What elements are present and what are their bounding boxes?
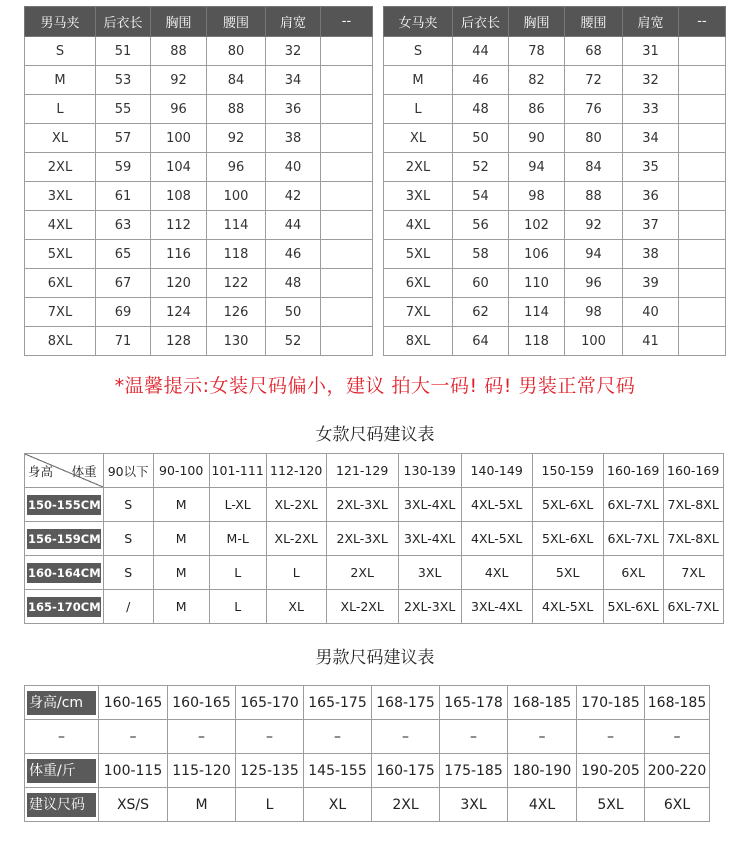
table-cell: 76 <box>565 95 623 124</box>
table-cell: 2XL <box>25 153 96 182</box>
size-cell: L <box>266 556 326 590</box>
table-cell: 50 <box>453 124 509 153</box>
table-row <box>25 720 710 754</box>
size-cell: M <box>153 522 209 556</box>
table-cell: 55 <box>96 95 151 124</box>
table-cell: 3XL <box>25 182 96 211</box>
table-cell <box>321 211 373 240</box>
table-cell: 98 <box>509 182 565 211</box>
row-label-cell: – <box>25 720 99 754</box>
size-cell: L <box>209 556 266 590</box>
table-cell: 40 <box>266 153 321 182</box>
table-cell: 41 <box>623 327 679 356</box>
table-cell: 5XL <box>25 240 96 269</box>
table-row <box>384 37 726 66</box>
table-cell <box>321 269 373 298</box>
table-cell <box>679 327 726 356</box>
column-header: 后衣长 <box>453 7 509 37</box>
height-range-label: 165-170CM <box>27 597 101 617</box>
value-cell: – <box>508 720 577 754</box>
value-cell: 168-185 <box>508 686 577 720</box>
table-cell: 60 <box>453 269 509 298</box>
size-cell: L <box>209 590 266 624</box>
table-cell: 69 <box>96 298 151 327</box>
table-cell: S <box>25 37 96 66</box>
value-cell: 165-175 <box>304 686 372 720</box>
table-cell: 118 <box>509 327 565 356</box>
height-range-label: 156-159CM <box>27 529 101 549</box>
table-cell: 96 <box>207 153 266 182</box>
table-row <box>25 124 373 153</box>
size-cell: 4XL-5XL <box>461 522 532 556</box>
table-cell: 52 <box>266 327 321 356</box>
table-cell: 6XL <box>25 269 96 298</box>
table-cell: 62 <box>453 298 509 327</box>
table-row <box>384 182 726 211</box>
value-cell: – <box>168 720 236 754</box>
table-cell: 110 <box>509 269 565 298</box>
table-cell: 4XL <box>25 211 96 240</box>
table-cell <box>321 298 373 327</box>
size-cell: S <box>103 488 153 522</box>
table-row <box>25 590 724 624</box>
table-cell: M <box>25 66 96 95</box>
value-cell: – <box>372 720 440 754</box>
size-cell: XL <box>266 590 326 624</box>
value-cell: 100-115 <box>99 754 168 788</box>
value-cell: 190-205 <box>577 754 645 788</box>
weight-range-header: 90以下 <box>103 454 153 488</box>
table-cell: 32 <box>623 66 679 95</box>
table-cell: 59 <box>96 153 151 182</box>
weight-range-header: 130-139 <box>398 454 461 488</box>
table-cell: 124 <box>151 298 207 327</box>
table-cell: 84 <box>207 66 266 95</box>
table-cell: 44 <box>266 211 321 240</box>
table-cell: 42 <box>266 182 321 211</box>
value-cell: 175-185 <box>440 754 508 788</box>
table-cell: XL <box>384 124 453 153</box>
table-row <box>25 488 724 522</box>
table-cell: 92 <box>151 66 207 95</box>
table-row <box>384 240 726 269</box>
table-row <box>25 686 710 720</box>
table-cell <box>321 182 373 211</box>
table-cell <box>679 298 726 327</box>
table-row <box>384 95 726 124</box>
size-cell: M-L <box>209 522 266 556</box>
table-row <box>384 269 726 298</box>
table-cell: 50 <box>266 298 321 327</box>
table-cell: 106 <box>509 240 565 269</box>
table-cell: 100 <box>207 182 266 211</box>
table-row <box>384 66 726 95</box>
table-cell: 118 <box>207 240 266 269</box>
table-cell <box>321 240 373 269</box>
table-cell <box>321 66 373 95</box>
size-cell: S <box>103 556 153 590</box>
table-cell <box>679 211 726 240</box>
value-cell: 2XL <box>372 788 440 822</box>
table-cell: 39 <box>623 269 679 298</box>
corner-cell <box>25 454 104 488</box>
table-cell: 78 <box>509 37 565 66</box>
table-row <box>25 153 373 182</box>
size-cell: 2XL-3XL <box>398 590 461 624</box>
weight-range-header: 90-100 <box>153 454 209 488</box>
table-row <box>384 211 726 240</box>
table-cell <box>321 37 373 66</box>
value-cell: 145-155 <box>304 754 372 788</box>
table-cell <box>679 269 726 298</box>
table-cell: 126 <box>207 298 266 327</box>
height-range-cell <box>25 522 104 556</box>
weight-range-header: 101-111 <box>209 454 266 488</box>
table-cell: 8XL <box>384 327 453 356</box>
size-cell: M <box>153 590 209 624</box>
height-range-label: 150-155CM <box>27 495 101 515</box>
table-cell: 88 <box>565 182 623 211</box>
table-cell: 48 <box>266 269 321 298</box>
value-cell: XS/S <box>99 788 168 822</box>
table-cell <box>679 153 726 182</box>
table-cell <box>679 66 726 95</box>
value-cell: – <box>99 720 168 754</box>
table-cell: L <box>384 95 453 124</box>
table-row <box>384 124 726 153</box>
table-cell: 31 <box>623 37 679 66</box>
size-cell: 6XL-7XL <box>603 488 663 522</box>
table-header-row <box>25 7 373 37</box>
size-cell: S <box>103 522 153 556</box>
value-cell: 5XL <box>577 788 645 822</box>
table-cell: 38 <box>623 240 679 269</box>
value-cell: 165-178 <box>440 686 508 720</box>
table-cell: 108 <box>151 182 207 211</box>
size-cell: XL-2XL <box>266 522 326 556</box>
table-row <box>25 269 373 298</box>
table-cell: 64 <box>453 327 509 356</box>
table-cell <box>321 124 373 153</box>
column-header: -- <box>679 7 726 37</box>
size-cell: 5XL <box>532 556 603 590</box>
value-cell: 170-185 <box>577 686 645 720</box>
size-cell: 5XL-6XL <box>603 590 663 624</box>
value-cell: 160-165 <box>99 686 168 720</box>
table-cell: 92 <box>207 124 266 153</box>
size-cell: 3XL-4XL <box>398 522 461 556</box>
height-range-cell <box>25 556 104 590</box>
value-cell: 6XL <box>645 788 710 822</box>
size-cell: 6XL-7XL <box>663 590 723 624</box>
table-cell: 86 <box>509 95 565 124</box>
table-cell: 37 <box>623 211 679 240</box>
table-row <box>25 37 373 66</box>
table-header-row <box>384 7 726 37</box>
table-row <box>25 66 373 95</box>
weight-range-header: 160-169 <box>603 454 663 488</box>
table-cell <box>321 327 373 356</box>
table-cell: 112 <box>151 211 207 240</box>
table-cell: 128 <box>151 327 207 356</box>
table-cell: 6XL <box>384 269 453 298</box>
table-cell: 46 <box>266 240 321 269</box>
table-cell: 7XL <box>384 298 453 327</box>
size-notice: *温馨提示:女装尺码偏小，建议 拍大一码! 码! 男装正常尺码 <box>114 375 636 397</box>
table-row <box>25 522 724 556</box>
table-cell: 34 <box>266 66 321 95</box>
size-cell: 7XL-8XL <box>663 488 723 522</box>
value-cell: XL <box>304 788 372 822</box>
column-header: -- <box>321 7 373 37</box>
table-row <box>25 95 373 124</box>
column-header: 胸围 <box>151 7 207 37</box>
size-cell: XL-2XL <box>326 590 398 624</box>
column-header: 后衣长 <box>96 7 151 37</box>
table-cell: 8XL <box>25 327 96 356</box>
women-weight-header-row <box>25 454 724 488</box>
column-header: 腰围 <box>565 7 623 37</box>
value-cell: 115-120 <box>168 754 236 788</box>
value-cell: L <box>236 788 304 822</box>
table-cell: 52 <box>453 153 509 182</box>
value-cell: – <box>304 720 372 754</box>
height-range-cell <box>25 488 104 522</box>
table-cell: 48 <box>453 95 509 124</box>
value-cell: – <box>440 720 508 754</box>
men-recommend-title: 男款尺码建议表 <box>315 648 435 668</box>
height-range-cell <box>25 590 104 624</box>
value-cell: 165-170 <box>236 686 304 720</box>
table-cell: M <box>384 66 453 95</box>
table-cell: 82 <box>509 66 565 95</box>
table-row <box>25 182 373 211</box>
weight-range-header: 150-159 <box>532 454 603 488</box>
table-cell: 63 <box>96 211 151 240</box>
row-label: 身高/cm <box>27 691 96 715</box>
table-cell: 80 <box>565 124 623 153</box>
row-label: 体重/斤 <box>27 759 96 783</box>
table-cell <box>679 95 726 124</box>
table-cell: 100 <box>151 124 207 153</box>
value-cell: M <box>168 788 236 822</box>
value-cell: – <box>577 720 645 754</box>
table-cell: 88 <box>207 95 266 124</box>
size-cell: 4XL <box>461 556 532 590</box>
table-cell: 4XL <box>384 211 453 240</box>
size-cell: 5XL-6XL <box>532 522 603 556</box>
women-size-table <box>383 6 726 356</box>
table-cell: 57 <box>96 124 151 153</box>
table-cell: 120 <box>151 269 207 298</box>
size-cell: M <box>153 556 209 590</box>
table-cell: 104 <box>151 153 207 182</box>
column-header: 男马夹 <box>25 7 96 37</box>
table-cell: 53 <box>96 66 151 95</box>
weight-corner-label: 体重 <box>71 464 97 479</box>
value-cell: 125-135 <box>236 754 304 788</box>
size-cell: 6XL <box>603 556 663 590</box>
size-cell: 6XL-7XL <box>603 522 663 556</box>
table-cell: 51 <box>96 37 151 66</box>
size-cell: 2XL <box>326 556 398 590</box>
column-header: 肩宽 <box>623 7 679 37</box>
table-cell: 88 <box>151 37 207 66</box>
table-cell: 94 <box>565 240 623 269</box>
column-header: 女马夹 <box>384 7 453 37</box>
table-cell: 94 <box>509 153 565 182</box>
table-cell: 3XL <box>384 182 453 211</box>
table-row <box>25 298 373 327</box>
value-cell: – <box>645 720 710 754</box>
table-row <box>25 327 373 356</box>
table-cell: 36 <box>623 182 679 211</box>
table-cell: 54 <box>453 182 509 211</box>
table-cell: 102 <box>509 211 565 240</box>
table-cell: 98 <box>565 298 623 327</box>
table-row <box>25 211 373 240</box>
table-cell: 72 <box>565 66 623 95</box>
value-cell: 168-185 <box>645 686 710 720</box>
size-cell: 2XL-3XL <box>326 522 398 556</box>
table-cell: 56 <box>453 211 509 240</box>
table-cell <box>679 37 726 66</box>
table-cell: 67 <box>96 269 151 298</box>
table-cell: 116 <box>151 240 207 269</box>
value-cell: 160-165 <box>168 686 236 720</box>
table-cell: L <box>25 95 96 124</box>
weight-range-header: 121-129 <box>326 454 398 488</box>
row-label: 建议尺码 <box>27 793 96 817</box>
table-cell: 96 <box>151 95 207 124</box>
row-label-cell <box>25 754 99 788</box>
size-cell: 7XL-8XL <box>663 522 723 556</box>
table-cell: XL <box>25 124 96 153</box>
table-row <box>25 556 724 590</box>
table-cell: 40 <box>623 298 679 327</box>
size-cell: XL-2XL <box>266 488 326 522</box>
table-cell: S <box>384 37 453 66</box>
table-cell: 90 <box>509 124 565 153</box>
table-cell <box>679 182 726 211</box>
weight-range-header: 112-120 <box>266 454 326 488</box>
table-cell: 114 <box>509 298 565 327</box>
size-cell: 7XL <box>663 556 723 590</box>
value-cell: 160-175 <box>372 754 440 788</box>
table-cell: 2XL <box>384 153 453 182</box>
row-label-cell <box>25 686 99 720</box>
column-header: 胸围 <box>509 7 565 37</box>
table-cell: 38 <box>266 124 321 153</box>
table-cell: 46 <box>453 66 509 95</box>
weight-range-header: 140-149 <box>461 454 532 488</box>
table-cell: 34 <box>623 124 679 153</box>
column-header: 腰围 <box>207 7 266 37</box>
table-cell <box>679 240 726 269</box>
table-cell: 61 <box>96 182 151 211</box>
table-cell: 36 <box>266 95 321 124</box>
size-cell: M <box>153 488 209 522</box>
women-recommend-title: 女款尺码建议表 <box>315 425 435 445</box>
column-header: 肩宽 <box>266 7 321 37</box>
table-cell: 80 <box>207 37 266 66</box>
table-row <box>25 788 710 822</box>
size-cell: L-XL <box>209 488 266 522</box>
table-row <box>384 298 726 327</box>
size-cell: 3XL-4XL <box>398 488 461 522</box>
table-cell <box>679 124 726 153</box>
size-cell: 4XL-5XL <box>532 590 603 624</box>
table-cell: 33 <box>623 95 679 124</box>
table-cell <box>321 95 373 124</box>
table-row <box>25 240 373 269</box>
value-cell: 168-175 <box>372 686 440 720</box>
value-cell: 3XL <box>440 788 508 822</box>
table-cell: 7XL <box>25 298 96 327</box>
women-recommend-table <box>24 453 724 624</box>
table-cell: 130 <box>207 327 266 356</box>
weight-range-header: 160-169 <box>663 454 723 488</box>
table-cell: 44 <box>453 37 509 66</box>
table-cell: 122 <box>207 269 266 298</box>
table-cell: 71 <box>96 327 151 356</box>
table-row <box>25 754 710 788</box>
table-cell: 100 <box>565 327 623 356</box>
table-cell: 32 <box>266 37 321 66</box>
height-range-label: 160-164CM <box>27 563 101 583</box>
men-recommend-table <box>24 685 710 822</box>
size-cell: 3XL <box>398 556 461 590</box>
value-cell: 180-190 <box>508 754 577 788</box>
table-cell <box>321 153 373 182</box>
table-cell: 68 <box>565 37 623 66</box>
table-cell: 96 <box>565 269 623 298</box>
row-label-cell <box>25 788 99 822</box>
size-cell: 3XL-4XL <box>461 590 532 624</box>
size-cell: 4XL-5XL <box>461 488 532 522</box>
value-cell: 4XL <box>508 788 577 822</box>
height-corner-label: 身高 <box>28 464 54 479</box>
table-cell: 84 <box>565 153 623 182</box>
table-cell: 114 <box>207 211 266 240</box>
table-row <box>384 327 726 356</box>
size-cell: 5XL-6XL <box>532 488 603 522</box>
size-cell: 2XL-3XL <box>326 488 398 522</box>
table-cell: 35 <box>623 153 679 182</box>
size-cell: / <box>103 590 153 624</box>
table-cell: 58 <box>453 240 509 269</box>
table-row <box>384 153 726 182</box>
table-cell: 65 <box>96 240 151 269</box>
table-cell: 5XL <box>384 240 453 269</box>
value-cell: 200-220 <box>645 754 710 788</box>
men-size-table <box>24 6 373 356</box>
value-cell: – <box>236 720 304 754</box>
table-cell: 92 <box>565 211 623 240</box>
